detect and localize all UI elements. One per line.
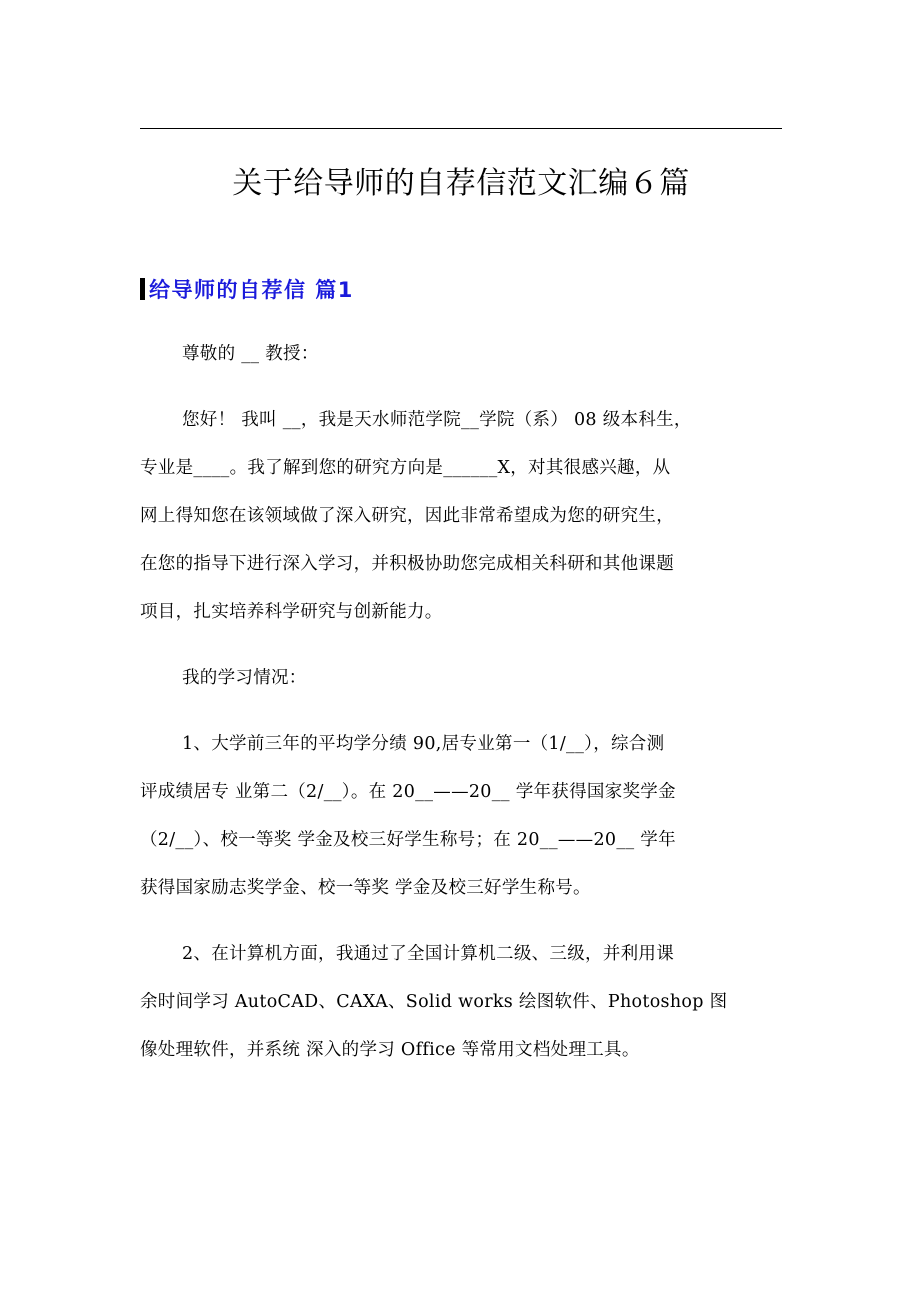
paragraph-line: 1、大学前三年的平均学分绩 90,居专业第一（1/__），综合测 <box>182 734 665 754</box>
section-heading <box>140 272 354 306</box>
heading-marker-bar <box>140 278 145 300</box>
paragraph-line: （2/__）、校一等奖 学金及校三好学生称号；在 20__——20__ 学年 <box>140 830 676 850</box>
paragraph-line: 在您的指导下进行深入学习，并积极协助您完成相关科研和其他课题 <box>140 554 674 574</box>
paragraph-line: 您好！ 我叫 __，我是天水师范学院__学院（系） 08 级本科生， <box>182 410 692 430</box>
intro-paragraph <box>140 396 790 636</box>
paragraph-line: 像处理软件，并系统 深入的学习 Office 等常用文档处理工具。 <box>140 1040 640 1060</box>
section-heading-text: 给导师的自荐信 篇1 <box>149 278 354 302</box>
paragraph-line: 评成绩居专 业第二（2/__）。在 20__——20__ 学年获得国家奖学金 <box>140 782 676 802</box>
study-item-1 <box>140 720 790 912</box>
header-rule <box>140 128 782 129</box>
paragraph-line: 余时间学习 AutoCAD、CAXA、Solid works 绘图软件、Photoshop 图 <box>140 992 728 1012</box>
paragraph-line: 项目，扎实培养科学研究与创新能力。 <box>140 602 443 622</box>
paragraph-line: 网上得知您在该领域做了深入研究，因此非常希望成为您的研究生， <box>140 506 674 526</box>
paragraph-line: 专业是____。我了解到您的研究方向是______X，对其很感兴趣，从 <box>140 458 671 478</box>
salutation: 尊敬的 __ 教授： <box>182 344 319 364</box>
document-title: 关于给导师的自荐信范文汇编６篇 <box>232 166 690 201</box>
paragraph-line: 2、在计算机方面，我通过了全国计算机二级、三级，并利用课 <box>182 944 675 964</box>
study-item-2 <box>140 930 790 1074</box>
paragraph-line: 获得国家励志奖学金、校一等奖 学金及校三好学生称号。 <box>140 878 591 898</box>
study-heading: 我的学习情况： <box>182 668 307 688</box>
